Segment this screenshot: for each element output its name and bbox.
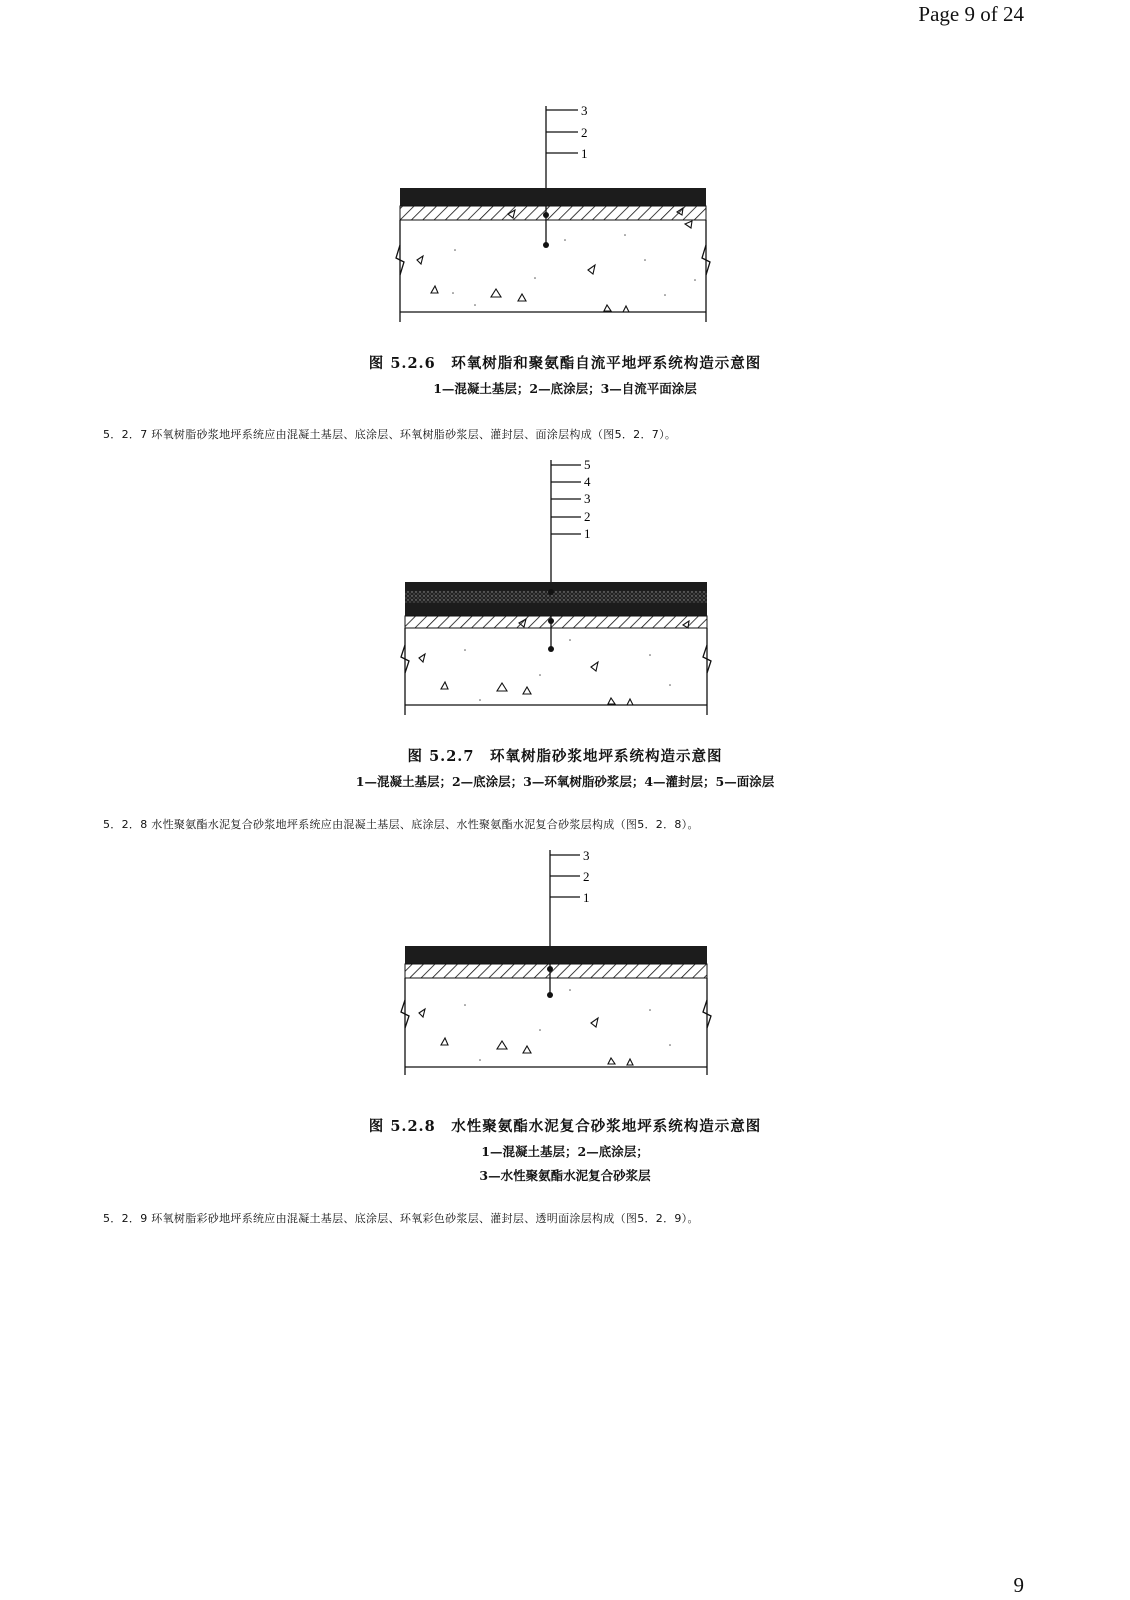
- callout-label-1: 1: [581, 146, 588, 161]
- concrete-base-layer: [401, 978, 711, 1075]
- concrete-specks: [452, 234, 696, 306]
- callout-label-2: 2: [581, 125, 588, 140]
- callout-label-2: 2: [584, 509, 591, 524]
- leader-dot: [547, 992, 553, 998]
- figure-5-2-7-diagram: [395, 455, 725, 720]
- figure-legend: 1—混凝土基层；2—底涂层；3—环氧树脂砂浆层；4—灌封层；5—面涂层: [355, 774, 775, 789]
- callout-leader: [546, 106, 578, 245]
- callout-label-3: 3: [583, 848, 590, 863]
- figure-caption: [0, 352, 1130, 397]
- concrete-specks: [464, 989, 671, 1061]
- figure-5-2-8-diagram: [395, 845, 725, 1080]
- leader-dot: [543, 212, 549, 218]
- callout-label-1: 1: [584, 526, 591, 541]
- leader-dot: [548, 646, 554, 652]
- primer-layer: [405, 616, 707, 628]
- self-leveling-coat-layer: [400, 188, 706, 206]
- figure-caption: [0, 745, 1130, 790]
- paragraph: 5．2．9 环氧树脂彩砂地坪系统应由混凝土基层、底涂层、环氧彩色砂浆层、灌封层、透明面涂层构成（图5．2．9）。: [103, 1212, 699, 1225]
- page-header: Page 9 of 24: [918, 2, 1024, 26]
- primer-layer: [405, 964, 707, 978]
- leader-dot: [548, 589, 554, 595]
- paragraph: 5．2．8 水性聚氨酯水泥复合砂浆地坪系统应由混凝土基层、底涂层、水性聚氨酯水泥复合砂浆层构成（图5．2．8）。: [103, 818, 699, 831]
- aggregate-marks: [419, 619, 689, 705]
- aggregate-marks: [417, 208, 692, 312]
- callout-label-5: 5: [584, 457, 591, 472]
- grout-layer: [405, 591, 707, 603]
- callout-label-4: 4: [584, 474, 591, 489]
- mortar-layer: [405, 603, 707, 616]
- figure-legend: 3—水性聚氨酯水泥复合砂浆层: [479, 1168, 651, 1183]
- top-coat-layer: [405, 582, 707, 591]
- page-number: 9: [1013, 1573, 1024, 1597]
- callout-label-3: 3: [581, 103, 588, 118]
- leader-dot: [543, 242, 549, 248]
- figure-title: 图 5.2.7 环氧树脂砂浆地坪系统构造示意图: [407, 748, 723, 765]
- composite-mortar-layer: [405, 946, 707, 964]
- callout-label-1: 1: [583, 890, 590, 905]
- leader-dot: [547, 966, 553, 972]
- figure-5-2-6-diagram: [395, 100, 725, 330]
- concrete-base-layer: [401, 628, 711, 715]
- primer-layer: [400, 206, 706, 220]
- concrete-specks: [464, 639, 671, 701]
- figure-title: 图 5.2.6 环氧树脂和聚氨酯自流平地坪系统构造示意图: [368, 355, 762, 372]
- callout-label-2: 2: [583, 869, 590, 884]
- leader-dot: [548, 618, 554, 624]
- callout-label-3: 3: [584, 491, 591, 506]
- figure-legend: 1—混凝土基层；2—底涂层；3—自流平面涂层: [433, 381, 697, 396]
- figure-title: 图 5.2.8 水性聚氨酯水泥复合砂浆地坪系统构造示意图: [368, 1118, 762, 1135]
- aggregate-marks: [419, 1009, 633, 1065]
- concrete-base-layer: [396, 220, 710, 322]
- paragraph: 5．2．7 环氧树脂砂浆地坪系统应由混凝土基层、底涂层、环氧树脂砂浆层、灌封层、面涂层构成（图5．2．7）。: [103, 428, 677, 441]
- figure-legend: 1—混凝土基层；2—底涂层；: [481, 1144, 649, 1159]
- figure-caption: [0, 1115, 1130, 1184]
